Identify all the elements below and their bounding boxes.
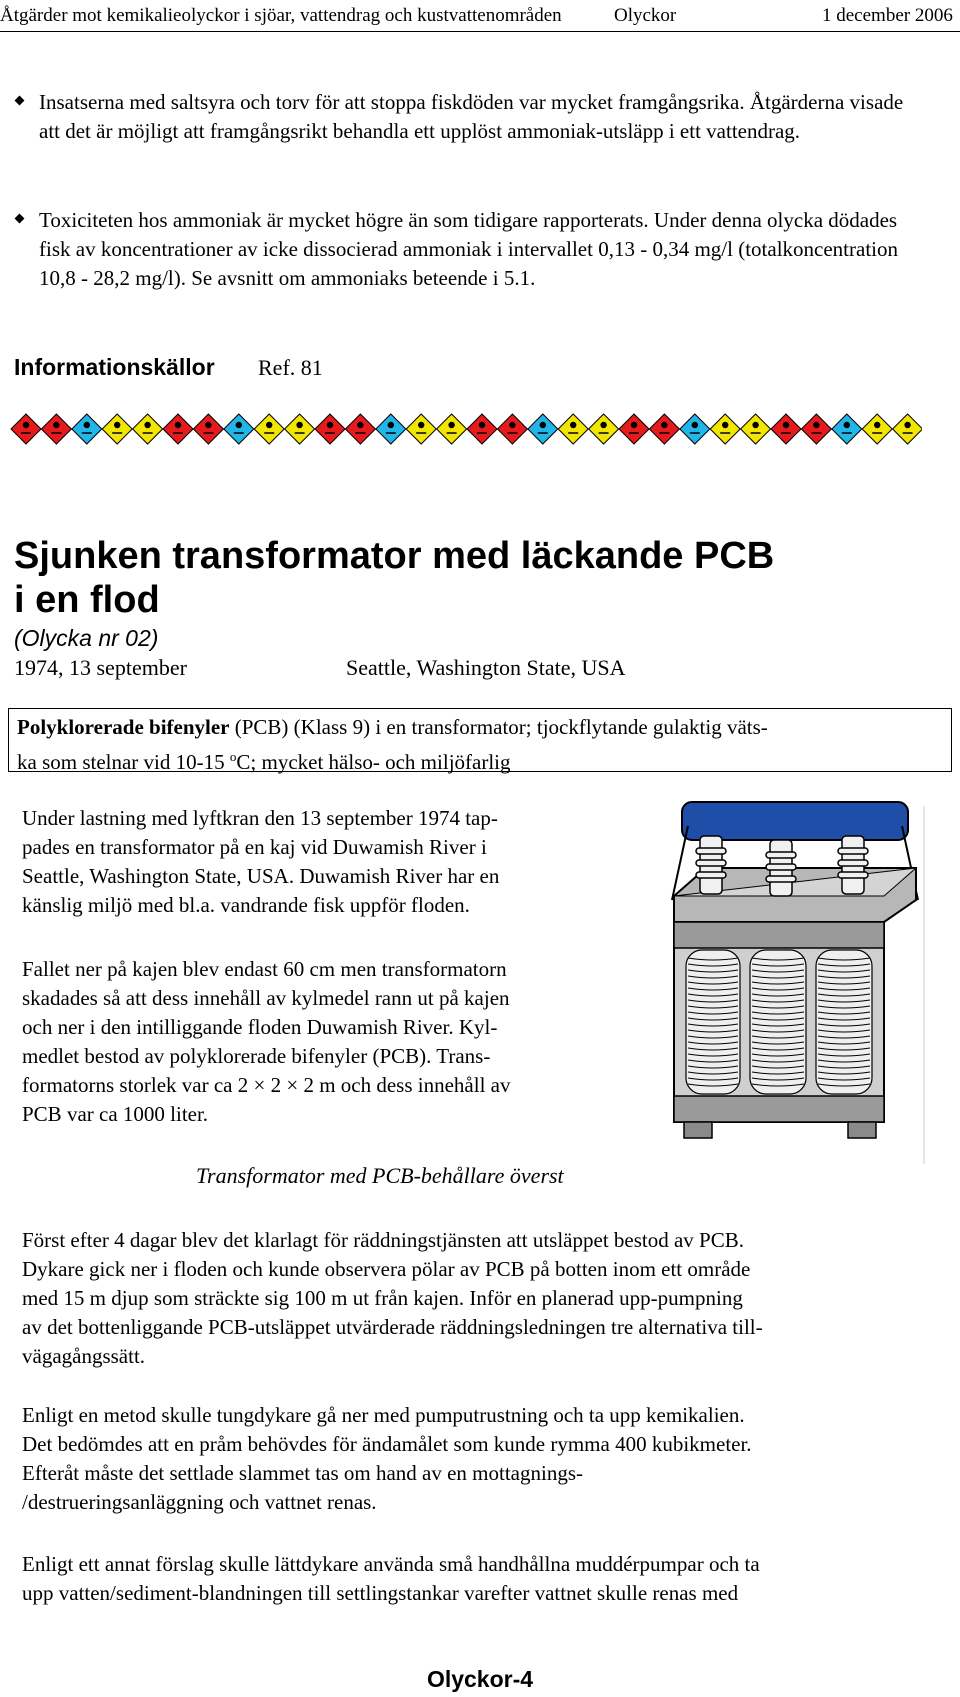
hazard-diamond-icon [315,414,345,444]
hazard-diamond-icon [893,414,922,444]
substance-box [8,708,952,772]
hazard-diamond-icon [741,414,771,444]
diamond-bullet-icon [15,214,25,224]
paragraph-4 [22,1401,942,1517]
hazard-diamond-icon [649,414,679,444]
accident-place: Seattle, Washington State, USA [346,655,626,680]
p5-line: Enligt ett annat förslag skulle lättdykare använda små handhållna muddérpumpar och ta [22,1552,760,1576]
p5-line: upp vatten/sediment-blandningen till settlingstankar varefter vattnet skulle renas med [22,1581,739,1605]
accident-title-line2: i en flod [14,579,160,621]
p4-line: Det bedömdes att en pråm behövdes för ändamålet som kunde rymma 400 kubikmeter. [22,1432,752,1456]
hazard-diamond-icon [345,414,375,444]
bullet-text: Toxiciteten hos ammoniak är mycket högre än som tidigare rapporterats. Under denna olycka dödades fisk av koncentrationer av icke dissocierad ammoniak i intervallet 0,13 - 0,34 mg/l (totalkoncentration 10,8 - 28,2 mg/l). Se avsnitt om ammoniaks beteende i 5.1. [39,208,898,290]
figure-caption: Transformator med PCB-behållare överst [196,1163,564,1188]
substance-name: Polyklorerade bifenyler [17,715,230,739]
header-rule [0,31,960,32]
accident-title-line1: Sjunken transformator med läckande PCB [14,535,775,577]
page-footer: Olyckor-4 [426,1666,534,1692]
running-header-date: 1 december 2006 [822,5,953,26]
p1-line: Seattle, Washington State, USA. Duwamish River har en [22,864,500,888]
p2-line: formatorns storlek var ca 2 × 2 × 2 m och dess innehåll av [22,1073,511,1097]
hazard-diamond-icon [72,414,102,444]
transformer-illustration [666,800,928,1168]
hazard-diamond-icon [224,414,254,444]
p2-line: Fallet ner på kajen blev endast 60 cm men transformatorn [22,957,507,981]
paragraph-3 [22,1226,942,1371]
hazard-diamond-icon [437,414,467,444]
hazard-diamond-icon [376,414,406,444]
hazard-diamond-icon [406,414,436,444]
hazard-diamond-icon [497,414,527,444]
p2-line: PCB var ca 1000 liter. [22,1102,209,1126]
p4-line: Enligt en metod skulle tungdykare gå ner med pumputrustning och ta upp kemikalien. [22,1403,745,1427]
running-header-title: Åtgärder mot kemikalieolyckor i sjöar, vattendrag och kustvattenområden [0,5,562,26]
hazard-diamond-icon [771,414,801,444]
hazard-diamond-strip [10,408,922,450]
substance-desc-b: ka som stelnar vid 10-15 [17,750,230,774]
hazard-diamond-icon [193,414,223,444]
p3-line: Först efter 4 dagar blev det klarlagt för räddningstjänsten att utsläppet bestod av PCB. [22,1228,744,1252]
hazard-diamond-icon [102,414,132,444]
p4-line: Efteråt måste det settlade slammet tas om hand av en mottagnings- [22,1461,584,1485]
hazard-diamond-icon [254,414,284,444]
hazard-diamond-icon [619,414,649,444]
hazard-diamond-icon [133,414,163,444]
info-sources-label: Informationskällor [14,354,215,380]
hazard-diamond-icon [11,414,41,444]
p4-line: /destrueringsanläggning och vattnet renas. [22,1490,377,1514]
hazard-diamond-icon [801,414,831,444]
p2-line: medlet bestod av polyklorerade bifenyler (PCB). Trans- [22,1044,491,1068]
bullet-item [16,206,916,293]
substance-desc-c: C; mycket hälso- och miljöfarlig [236,750,511,774]
hazard-diamond-icon [832,414,862,444]
p1-line: pades en transformator på en kaj vid Duwamish River i [22,835,487,859]
hazard-diamond-icon [163,414,193,444]
hazard-diamond-icon [41,414,71,444]
paragraph-1 [22,804,662,920]
accident-number: (Olycka nr 02) [14,625,159,651]
hazard-diamond-icon [528,414,558,444]
bullet-text: Insatserna med saltsyra och torv för att stoppa fiskdöden var mycket framgångsrika. Åtgärderna visade att det är möjligt att framgångsrikt behandla ett upplöst ammoniak-utsläpp i ett vattendrag. [39,90,904,143]
diamond-bullet-icon [15,96,25,106]
degree-sup: o [229,749,237,764]
p3-line: Dykare gick ner i floden och kunde observera pölar av PCB på botten inom ett område [22,1257,751,1281]
p3-line: med 15 m djup som sträckte sig 100 m ut från kajen. Inför en planerad upp-pumpning [22,1286,743,1310]
substance-desc-a: (PCB) (Klass 9) i en transformator; tjockflytande gulaktig väts- [229,715,768,739]
hazard-diamond-icon [467,414,497,444]
p1-line: känslig miljö med bl.a. vandrande fisk uppför floden. [22,893,470,917]
accident-title [14,534,914,622]
hazard-diamond-icon [680,414,710,444]
paragraph-5 [22,1550,942,1608]
running-header-section: Olyckor [614,5,677,26]
p1-line: Under lastning med lyftkran den 13 september 1974 tap- [22,806,498,830]
info-sources-ref: Ref. 81 [258,355,323,380]
p2-line: skadades så att dess innehåll av kylmedel rann ut på kajen [22,986,510,1010]
hazard-diamond-icon [558,414,588,444]
bullet-item [16,88,916,146]
paragraph-2 [22,955,662,1129]
accident-date: 1974, 13 september [14,655,187,680]
hazard-diamond-icon [285,414,315,444]
hazard-diamond-icon [710,414,740,444]
p3-line: av det bottenliggande PCB-utsläppet utvärderade räddningsledningen tre alternativa till- [22,1315,763,1339]
hazard-diamond-icon [862,414,892,444]
p3-line: vägagångssätt. [22,1344,146,1368]
p2-line: och ner i den intilliggande floden Duwamish River. Kyl- [22,1015,498,1039]
hazard-diamond-icon [589,414,619,444]
